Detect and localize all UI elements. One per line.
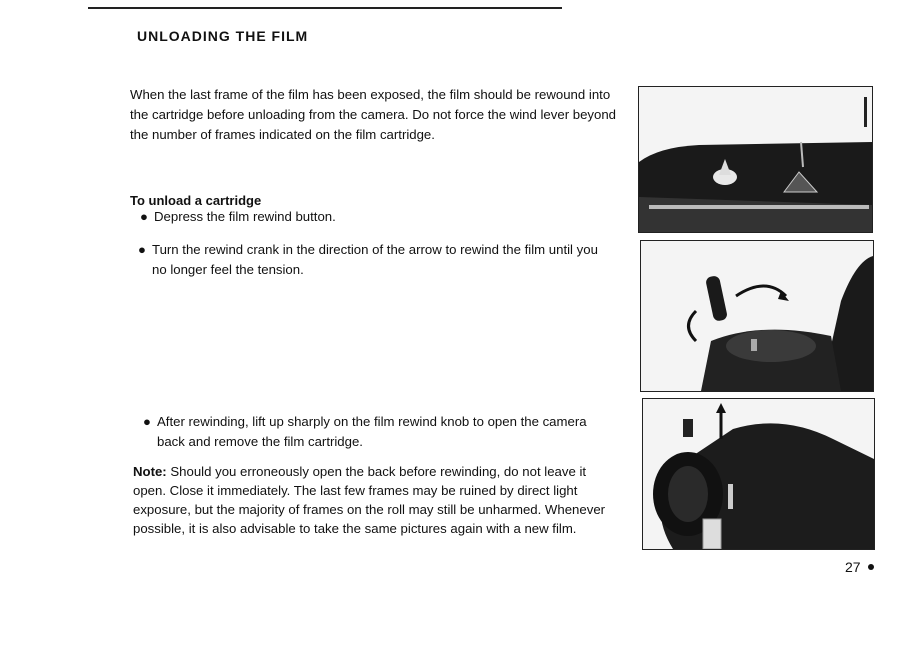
page-number-bullet bbox=[868, 564, 874, 570]
bullet-text: Turn the rewind crank in the direction of the arrow to rewind the film until you no longer feel the tension. bbox=[152, 242, 598, 277]
bullet-dot: ● bbox=[138, 242, 146, 257]
rewind-crank-photo bbox=[640, 240, 874, 392]
bullet-dot: ● bbox=[140, 209, 148, 224]
bullet-text: After rewinding, lift up sharply on the film rewind knob to open the camera back and remove the film cartridge. bbox=[157, 414, 587, 449]
rewind-button-photo bbox=[638, 86, 873, 233]
bullet-item-1 bbox=[140, 207, 604, 227]
intro-paragraph: When the last frame of the film has been exposed, the film should be rewound into the cartridge before unloading from the camera. Do not force the wind lever beyond the number of frames indicated on the film cartridge. bbox=[130, 87, 617, 142]
camera-back-open-photo bbox=[642, 398, 875, 550]
bullet-item-3 bbox=[143, 412, 597, 452]
note-text: Should you erroneously open the back before rewinding, do not leave it open. Close it immediately. The last few frames may be ruined by direct light exposure, but the majority of frames on the roll may still be unharmed. Whenever possible, it is also advisable to take the same pictures again with a new film. bbox=[133, 464, 606, 536]
page-title: UNLOADING THE FILM bbox=[137, 28, 309, 44]
page-number: 27 bbox=[845, 559, 861, 575]
bullet-item-2 bbox=[138, 240, 612, 280]
top-rule bbox=[88, 7, 562, 9]
note-label: Note: bbox=[133, 464, 167, 479]
note-paragraph bbox=[133, 462, 613, 538]
subheading: To unload a cartridge bbox=[130, 193, 262, 208]
bullet-dot: ● bbox=[143, 414, 151, 429]
bullet-text: Depress the film rewind button. bbox=[154, 209, 336, 224]
